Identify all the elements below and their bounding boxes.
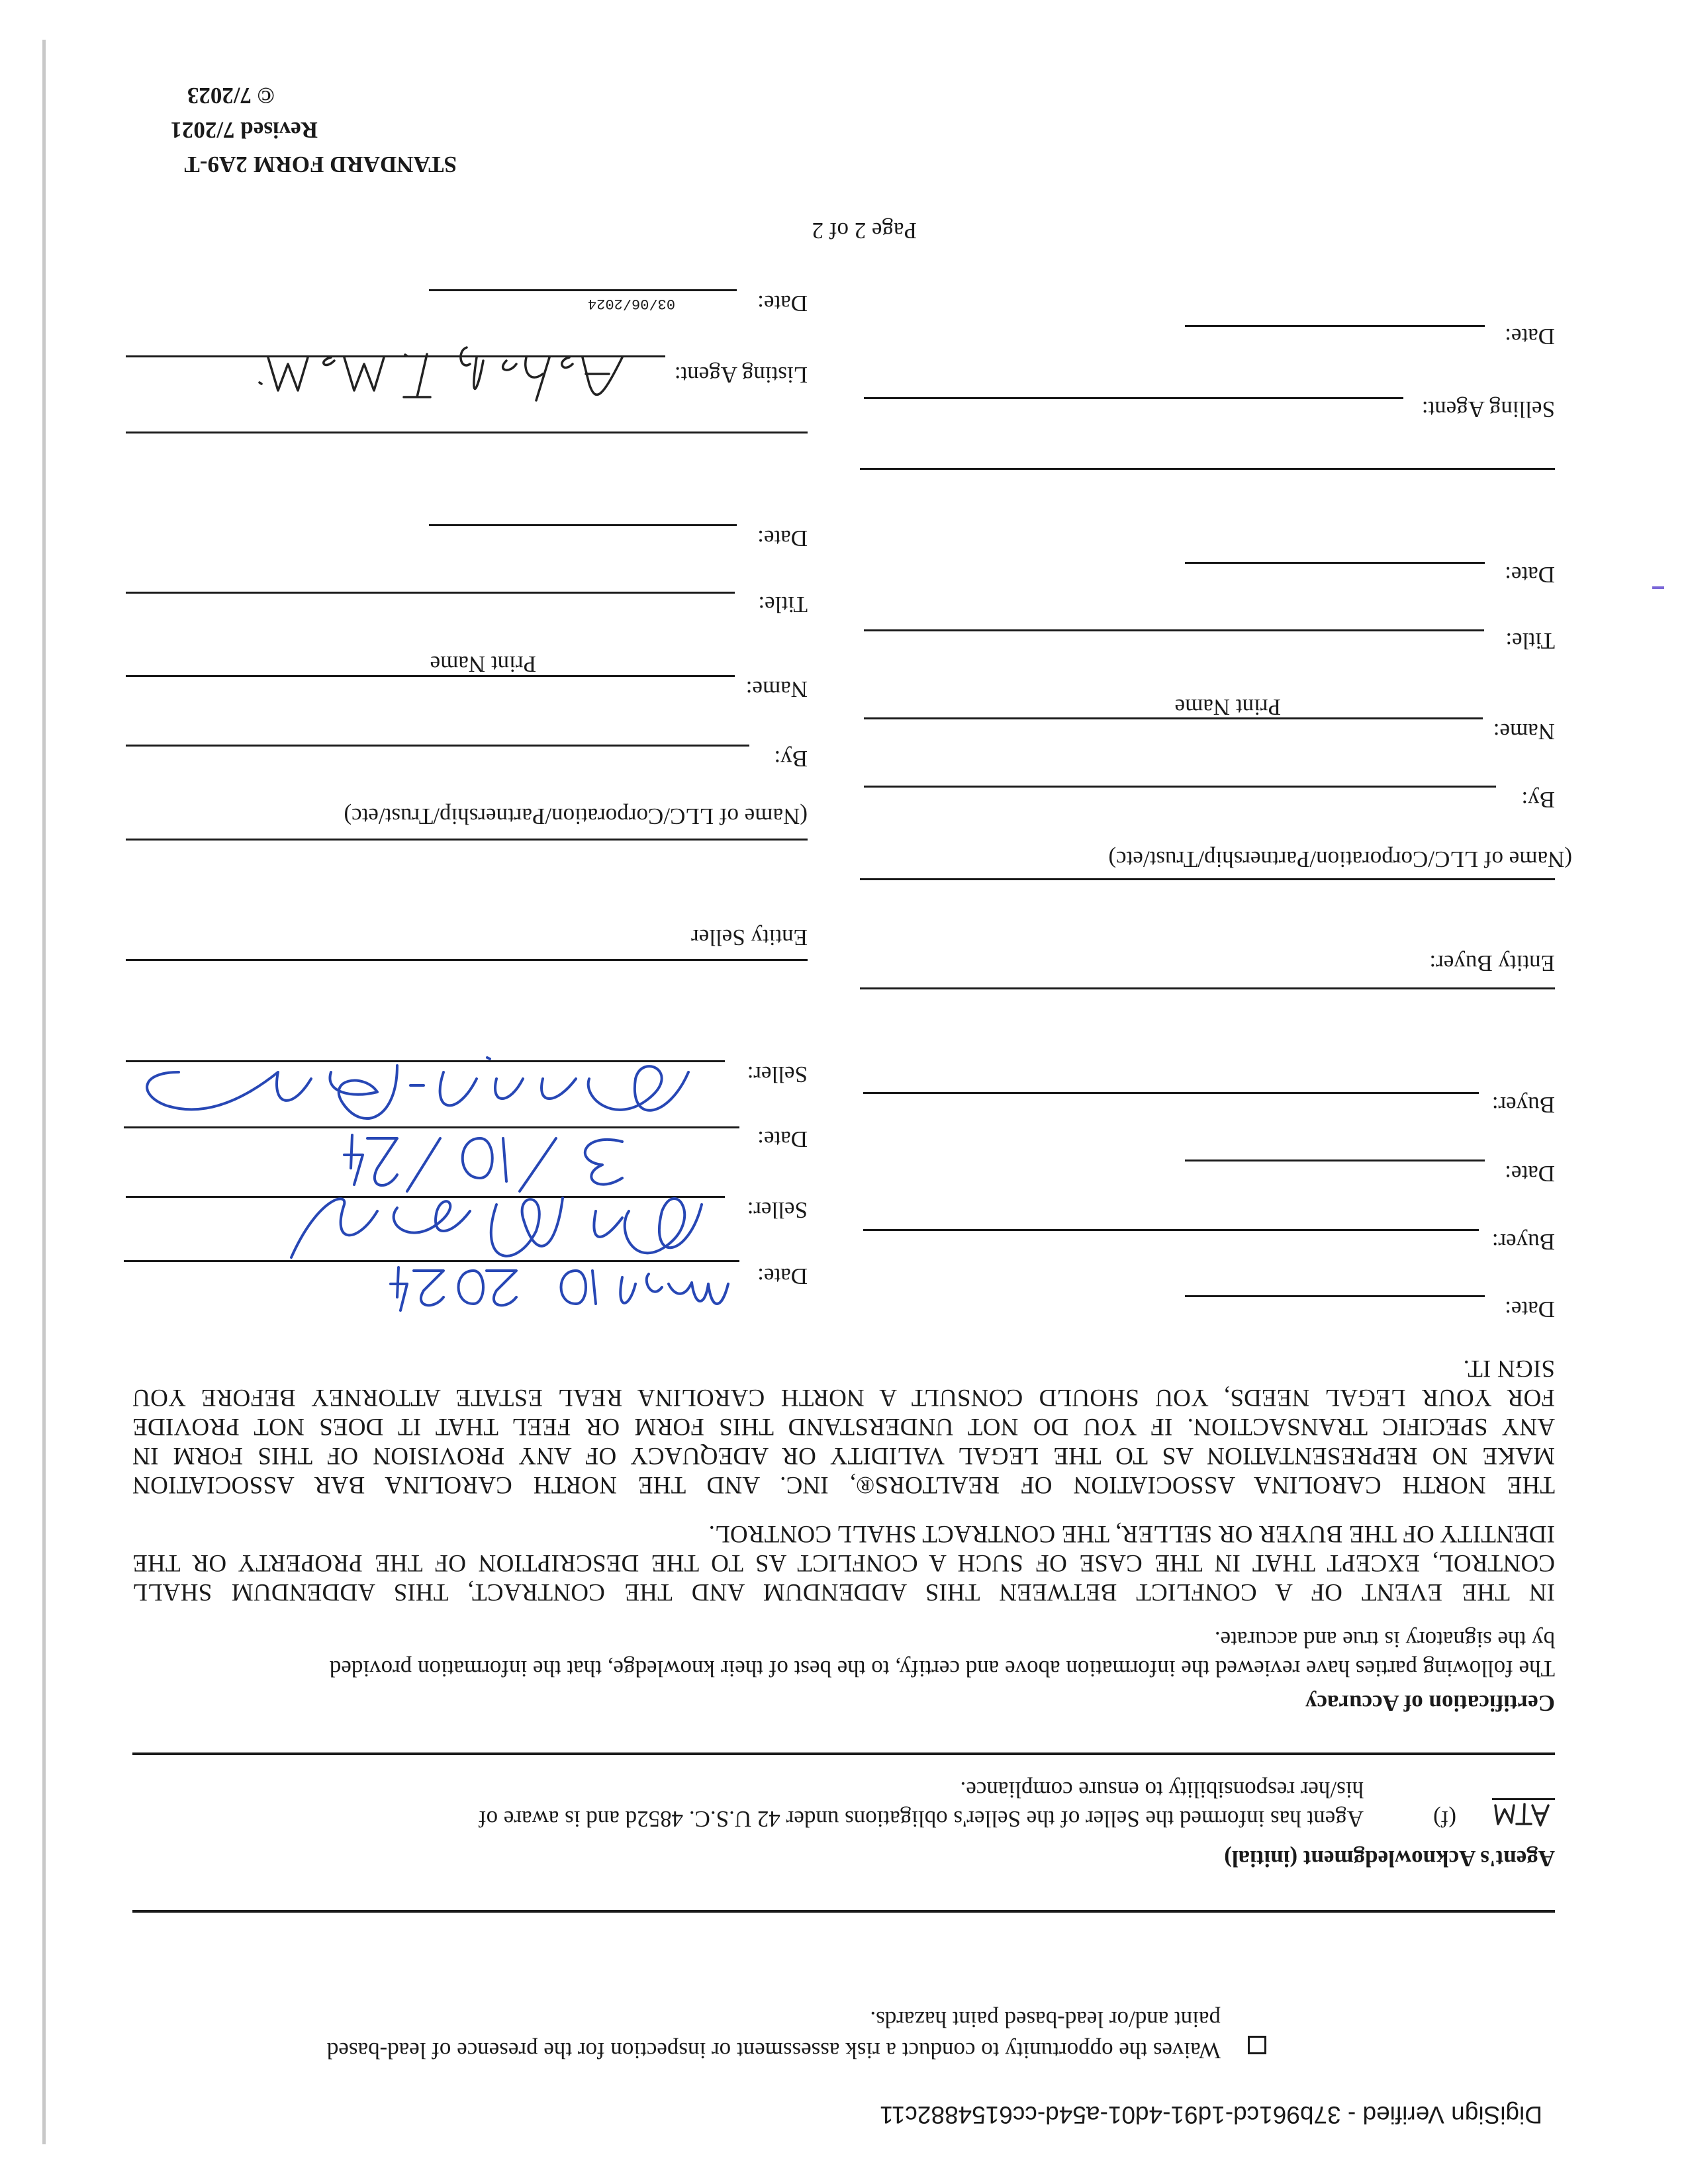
seller-title-line[interactable] (126, 592, 735, 594)
entity-buyer-name-line[interactable] (860, 987, 1555, 989)
disclaimer-line5: SIGN IT. (1463, 1355, 1555, 1382)
listing-agent-date-line[interactable] (429, 289, 737, 291)
buyer-date-label: Date: (1505, 1297, 1555, 1322)
seller-name-label: Name: (745, 676, 808, 702)
buyer-title-date-line[interactable] (1185, 562, 1485, 564)
selling-agent-date-line[interactable] (1185, 325, 1485, 327)
scan-artifact-mark (1652, 586, 1664, 589)
certification-text-line1: The following parties have reviewed the information above and certify, to the best of their knowledge, that the information provided (329, 1656, 1555, 1682)
buyer-title-label: Title: (1505, 628, 1555, 654)
listing-agent-signature-handwriting (252, 351, 635, 410)
listing-agent-signature (252, 351, 635, 410)
section-divider (132, 1910, 1555, 1913)
buyer-by-label: By: (1521, 787, 1555, 813)
seller-date-label-1: Date: (757, 1263, 808, 1289)
seller-label-1: Seller: (747, 1197, 808, 1223)
waiver-text-line2: paint and/or lead-based paint hazards. (870, 2007, 1221, 2032)
entity-seller-caption-line[interactable] (126, 839, 808, 841)
scan-edge-line (42, 40, 46, 2144)
page-number: Page 2 of 2 (812, 218, 917, 244)
seller-by-line[interactable] (126, 745, 749, 747)
conflict-clause-line3: IDENTITY OF THE BUYER OR SELLER, THE CONTRACT SHALL CONTROL. (708, 1520, 1555, 1547)
form-name: STANDARD FORM 2A9-T (184, 152, 457, 177)
listing-agent-date-label: Date: (757, 291, 808, 316)
agent-ack-text-line1: Agent has informed the Seller of the Seller's obligations under 42 U.S.C. 4852d and is aware of (478, 1806, 1364, 1832)
disclaimer-line3: ANY SPECIFIC TRANSACTION. IF YOU DO NOT UNDERSTAND THIS FORM OR FEEL THAT IT DOES NOT PROVIDE (132, 1413, 1555, 1440)
conflict-clause-line1: IN THE EVENT OF A CONFLICT BETWEEN THIS ADDENDUM AND THE CONTRACT, THIS ADDENDUM SHALL (132, 1578, 1555, 1606)
seller-print-name-caption: Print Name (430, 651, 536, 677)
disclaimer-line4: FOR YOUR LEGAL NEEDS, YOU SHOULD CONSULT A NORTH CAROLINA REAL ESTATE ATTORNEY BEFORE YOU (132, 1384, 1555, 1411)
buyer-name-label: Name: (1493, 719, 1555, 745)
entity-buyer-heading: Entity Buyer: (1429, 950, 1555, 976)
buyer-title-date-label: Date: (1505, 562, 1555, 588)
waiver-checkbox[interactable] (1248, 2036, 1266, 2054)
buyer-by-line[interactable] (864, 786, 1496, 788)
form-copyright: © 7/2023 (187, 83, 275, 109)
agent-initials (1489, 1801, 1552, 1831)
entity-seller-heading: Entity Seller (691, 925, 808, 950)
seller-label-2: Seller: (747, 1062, 808, 1087)
seller-title-date-line[interactable] (429, 524, 737, 526)
seller-by-label: By: (774, 746, 808, 772)
certification-heading: Certification of Accuracy (1305, 1690, 1555, 1716)
buyer-title-line[interactable] (864, 629, 1484, 631)
agent-ack-item-label: (f) (1433, 1806, 1456, 1832)
buyer-label-1: Buyer: (1491, 1229, 1555, 1255)
selling-agent-label: Selling Agent: (1421, 396, 1555, 422)
entity-seller-caption: (Name of LLC/Corporation/Partnership/Trust/etc) (344, 803, 808, 829)
digisign-verification: DigiSign Verified - 37b961cd-1d91-4d01-a54d-cc6154882c11 (879, 2101, 1542, 2128)
entity-buyer-caption: (Name of LLC/Corporation/Partnership/Trust/etc) (1108, 846, 1572, 872)
agent-ack-heading: Agent's Acknowledgment (initial) (1224, 1846, 1555, 1872)
agent-initials-line (1492, 1798, 1555, 1800)
form-revised: Revised 7/2021 (170, 117, 318, 143)
buyer-print-name-caption: Print Name (1174, 694, 1281, 720)
buyer-name-line[interactable] (864, 717, 1483, 719)
conflict-clause-line2: CONTROL, EXCEPT THAT IN THE CASE OF SUCH A CONFLICT AS TO THE DESCRIPTION OF THE PROPERTY OR THE (132, 1549, 1555, 1576)
seller-title-label: Title: (758, 592, 808, 617)
entity-buyer-caption-line[interactable] (860, 878, 1555, 880)
buyer-date-line-2[interactable] (1185, 1160, 1485, 1161)
selling-agent-date-label: Date: (1505, 324, 1555, 349)
certification-text-line2: by the signatory is true and accurate. (1214, 1627, 1555, 1653)
waiver-text-line1: Waives the opportunity to conduct a risk assessment or inspection for the presence of lead-based (326, 2038, 1221, 2064)
selling-agent-line[interactable] (864, 397, 1403, 399)
listing-agent-label: Listing Agent: (674, 362, 808, 388)
seller-signature-2 (126, 1052, 708, 1145)
agent-ack-text-line2: his/her responsibility to ensure compliance. (960, 1777, 1364, 1803)
seller-title-date-label: Date: (757, 525, 808, 551)
agent-initials-handwriting (1489, 1801, 1552, 1831)
seller-signature-2-handwriting (126, 1052, 708, 1145)
seller-date-label-2: Date: (757, 1126, 808, 1152)
seller-section-divider (126, 432, 808, 433)
buyer-label-2: Buyer: (1491, 1092, 1555, 1118)
entity-seller-name-line[interactable] (126, 959, 808, 961)
disclaimer-line2: MAKE NO REPRESENTATION AS TO THE LEGAL VALIDITY OR ADEQUACY OF ANY PROVISION OF THIS FORM IN (132, 1442, 1555, 1469)
section-divider (132, 1752, 1555, 1755)
disclaimer-line1: THE NORTH CAROLINA ASSOCIATION OF REALTORS®, INC. AND THE NORTH CAROLINA BAR ASSOCIATION (132, 1471, 1555, 1498)
buyer-signature-line-2[interactable] (863, 1092, 1479, 1094)
listing-agent-date-value: 03/06/2024 (587, 295, 675, 312)
buyer-date-label-2: Date: (1505, 1161, 1555, 1187)
buyer-section-divider (860, 468, 1555, 470)
buyer-date-line[interactable] (1185, 1295, 1485, 1297)
buyer-signature-line-1[interactable] (863, 1229, 1479, 1231)
